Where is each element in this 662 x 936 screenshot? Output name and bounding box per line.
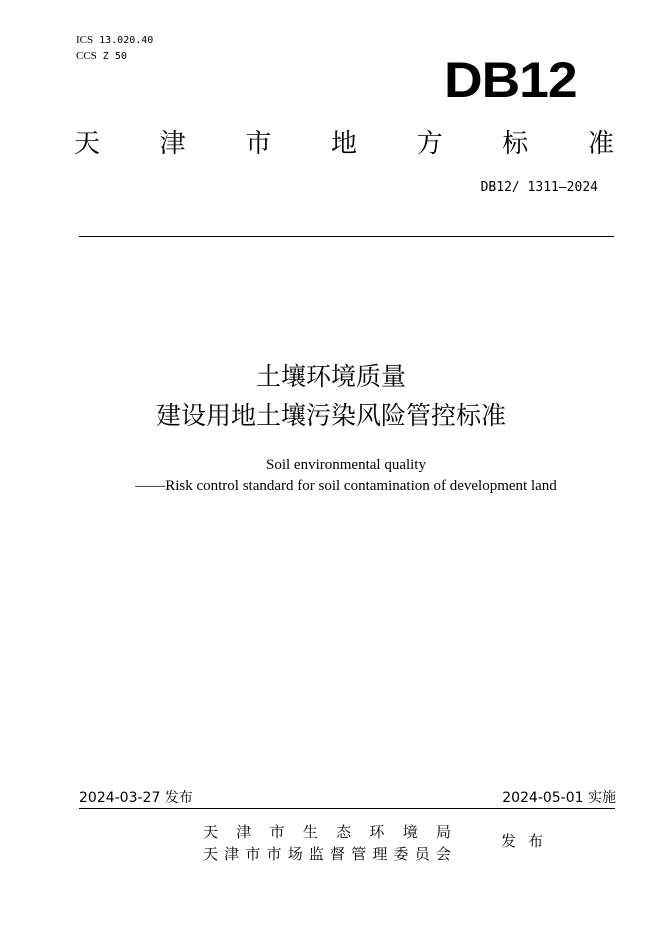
footer-divider: [79, 808, 615, 809]
issuer-char: 生: [302, 823, 318, 841]
publish-char: 发: [501, 832, 517, 850]
publish-label: [501, 831, 543, 851]
issuer-char: 津: [236, 823, 252, 841]
issuer-char: 场: [287, 845, 303, 863]
issuer-char: 境: [402, 823, 418, 841]
issuer-char: 津: [224, 845, 240, 863]
series-title: [74, 128, 614, 160]
issuer-char: 市: [245, 845, 261, 863]
ics-label: ICS: [76, 34, 94, 46]
issuer-char: 局: [435, 823, 451, 841]
series-char: 市: [245, 129, 272, 159]
ics-code: [76, 33, 153, 48]
title-zh-line1: 土壤环境质量: [255, 362, 406, 391]
issuer-char: 环: [369, 823, 385, 841]
series-char: 方: [416, 129, 443, 159]
publish-char: 布: [527, 832, 543, 850]
issuer-char: 管: [351, 845, 367, 863]
issuer-char: 市: [266, 845, 282, 863]
issuer-line2: [203, 844, 451, 864]
issuer-char: 监: [308, 845, 324, 863]
issuer-char: 天: [203, 823, 219, 841]
implement-date: 2024-05-01 实施: [502, 790, 616, 806]
series-char: 津: [159, 129, 186, 159]
series-char: 天: [74, 129, 101, 159]
issuer-char: 理: [372, 845, 388, 863]
issuer-char: 员: [414, 845, 430, 863]
issuer-line1: [203, 822, 451, 842]
issuer-char: 市: [269, 823, 285, 841]
issuer-char: 天: [203, 845, 219, 863]
ics-value: 13.020.40: [99, 35, 154, 46]
series-char: 准: [587, 129, 614, 159]
series-char: 标: [502, 129, 529, 159]
issuer-char: 态: [336, 823, 352, 841]
header-divider: [79, 236, 614, 237]
release-date: 2024-03-27 发布: [79, 790, 193, 806]
standard-logo: DB12: [444, 52, 577, 108]
series-char: 地: [330, 129, 357, 159]
title-zh-line2: 建设用地土壤污染风险管控标准: [155, 401, 506, 430]
ccs-code: [76, 49, 127, 64]
issuer-char: 督: [330, 845, 346, 863]
document-number: DB12/ 1311—2024: [480, 180, 598, 195]
ccs-label: CCS: [76, 50, 97, 62]
title-en-line2: ——Risk control standard for soil contamination of development land: [135, 478, 557, 494]
issuer-char: 会: [435, 845, 451, 863]
title-en-line1: Soil environmental quality: [266, 457, 426, 473]
issuer-char: 委: [393, 845, 409, 863]
ccs-value: Z 50: [102, 51, 127, 62]
